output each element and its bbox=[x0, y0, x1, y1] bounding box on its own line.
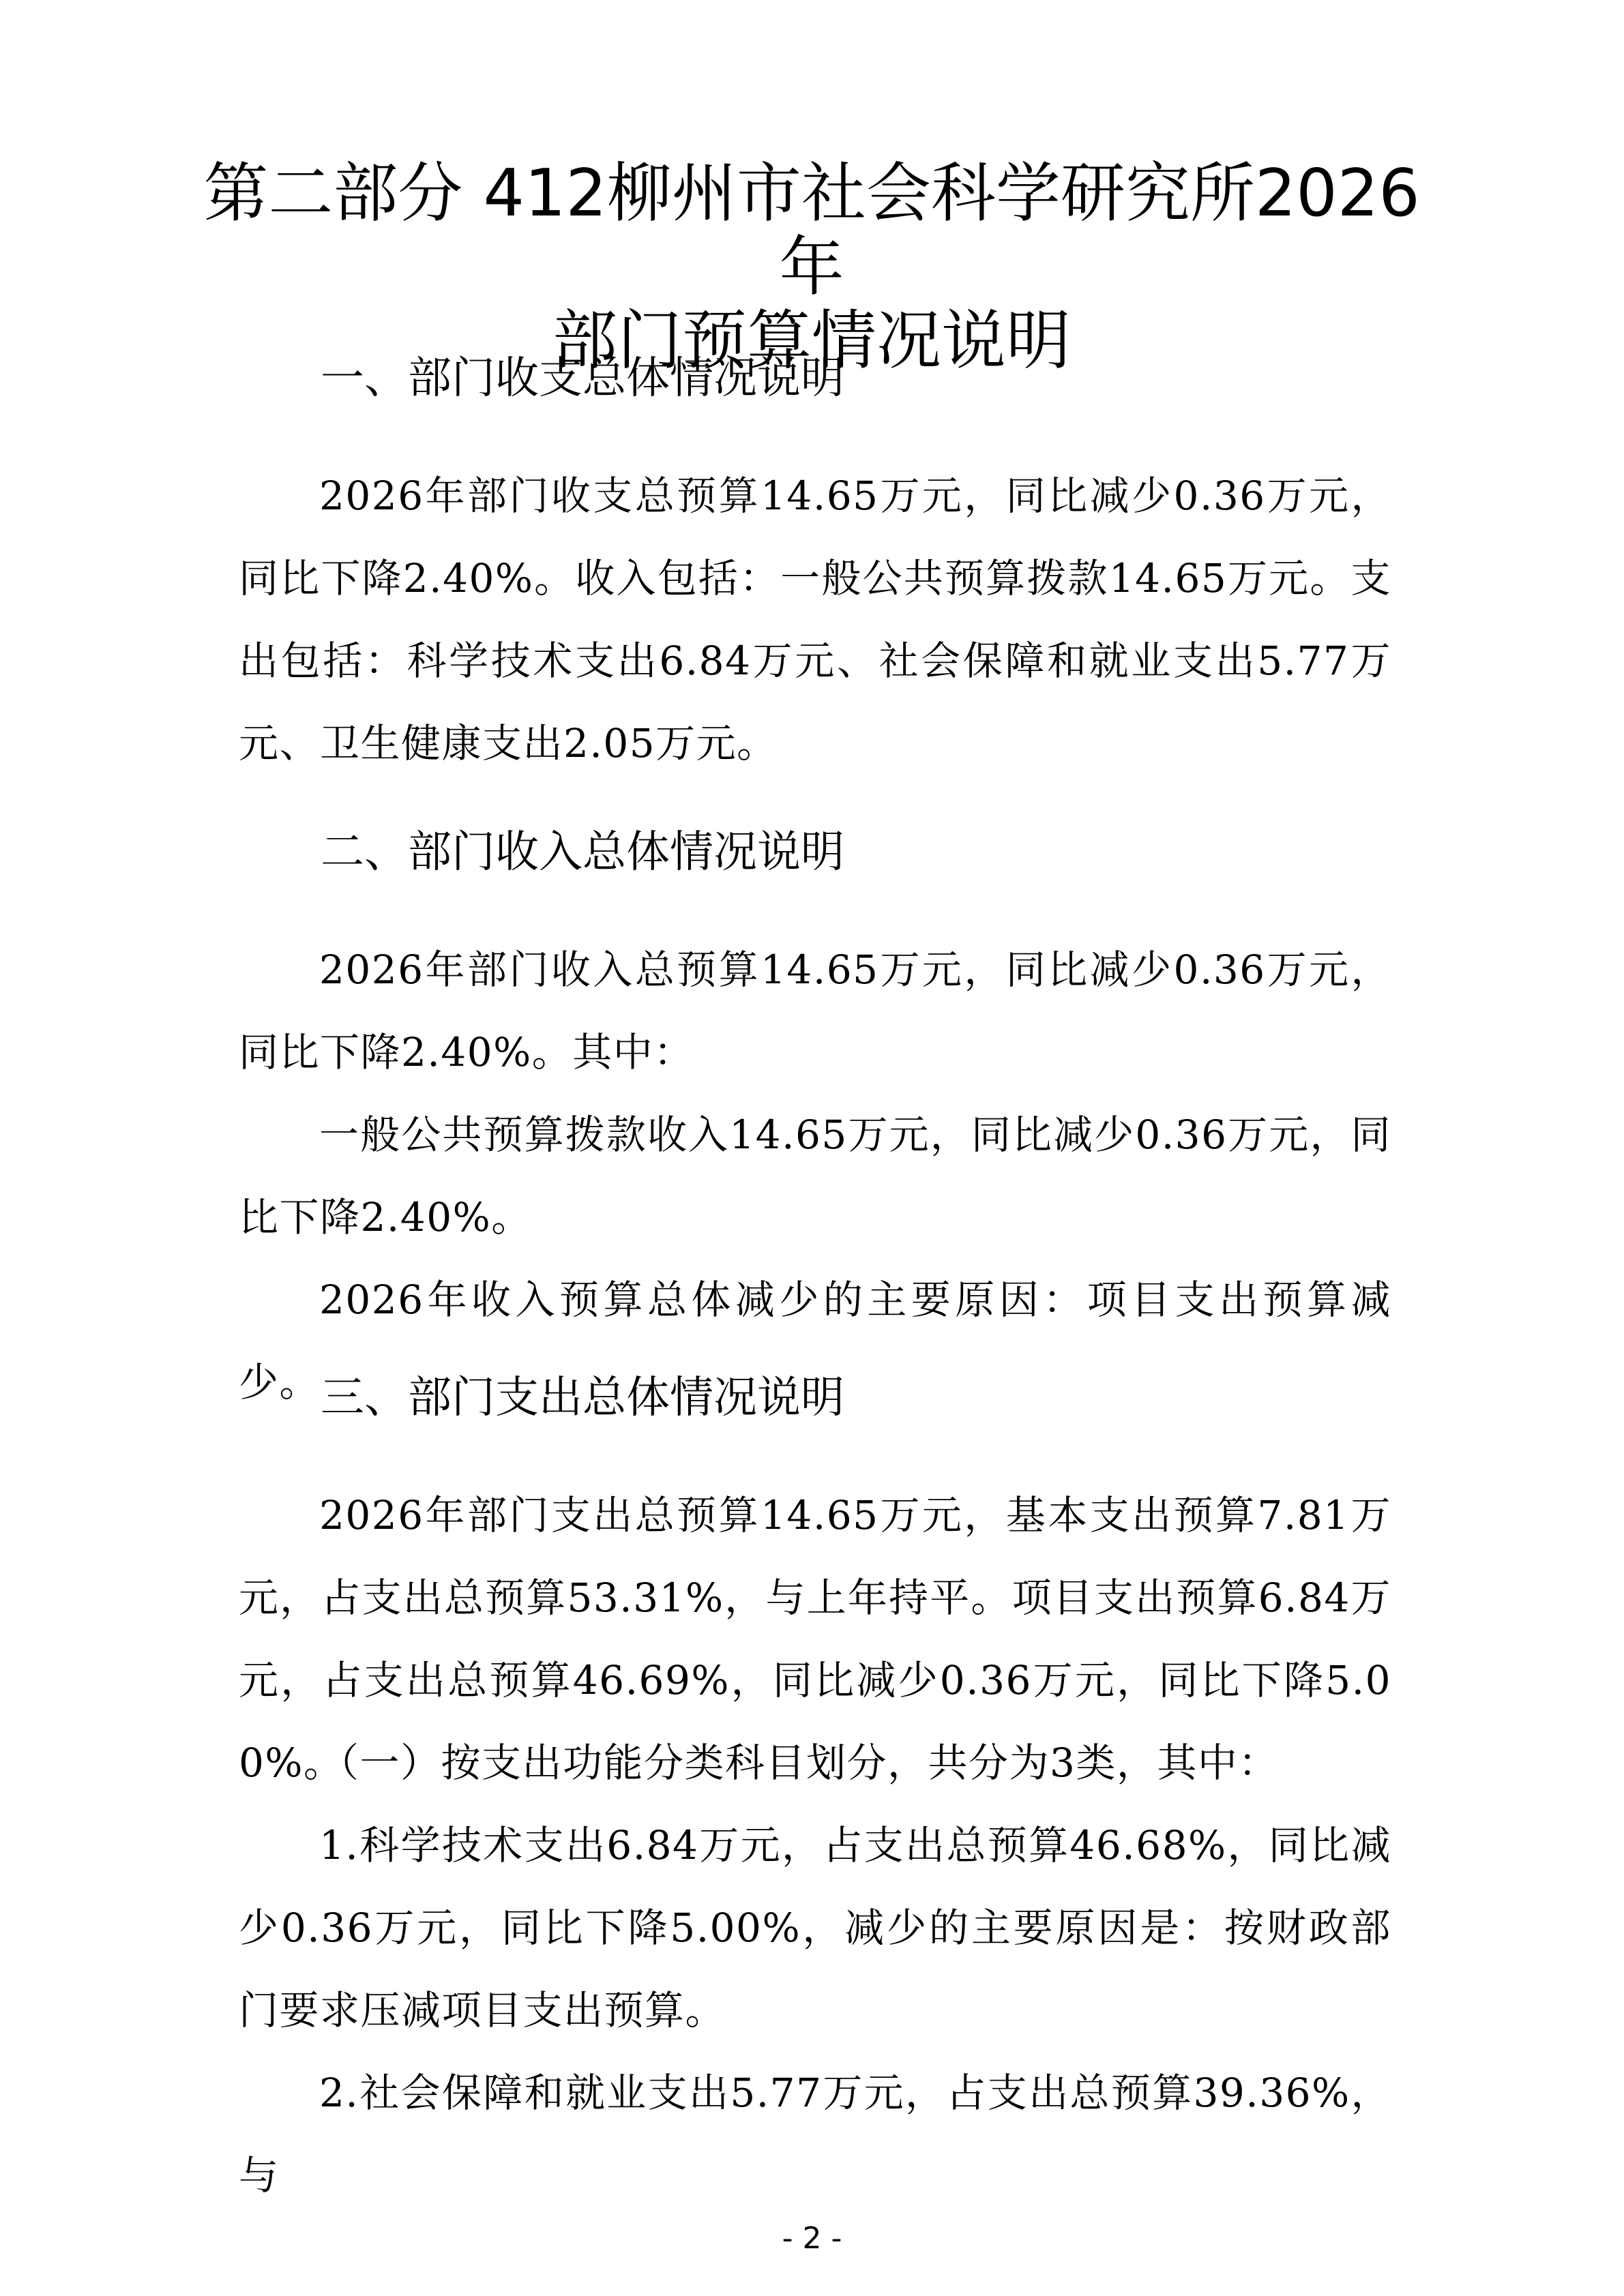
paragraph-social-security-expenditure: 2.社会保障和就业支出5.77万元，占支出总预算39.36%，与 bbox=[239, 2070, 1391, 2198]
paragraph-income-expenditure-overview: 2026年部门收支总预算14.65万元，同比减少0.36万元，同比下降2.40%。收入包括：一般公共预算拨款14.65万元。支出包括：科学技术支出6.84万元、社会保障和就业支出5.77万元、卫生健康支出2.05万元。 bbox=[239, 473, 1391, 766]
paragraph-general-budget-income: 一般公共预算拨款收入14.65万元，同比减少0.36万元，同比下降2.40%。 bbox=[239, 1112, 1391, 1240]
paragraph-science-technology-expenditure: 1.科学技术支出6.84万元，占支出总预算46.68%，同比减少0.36万元，同比下降5.00%，减少的主要原因是：按财政部门要求压减项目支出预算。 bbox=[239, 1822, 1391, 2033]
section-heading-income-overview: 二、部门收入总体情况说明 bbox=[321, 827, 844, 878]
paragraph-income-total: 2026年部门收入总预算14.65万元，同比减少0.36万元，同比下降2.40%。其中： bbox=[239, 946, 1391, 1075]
section-heading-income-expenditure-overview: 一、部门收支总体情况说明 bbox=[321, 353, 844, 404]
section-heading-expenditure-overview: 三、部门支出总体情况说明 bbox=[321, 1373, 844, 1423]
page-title-line-1: 第二部分 412柳州市社会科学研究所2026年 bbox=[203, 156, 1420, 305]
page-title-line-2: 部门预算情况说明 bbox=[552, 303, 1071, 378]
page-number: - 2 - bbox=[782, 2221, 842, 2256]
paragraph-functional-classification: （一）按支出功能分类科目划分，共分为3类，其中： bbox=[319, 1740, 1279, 1786]
paragraph-expenditure-total: 2026年部门支出总预算14.65万元，基本支出预算7.81万元，占支出总预算53.31%，与上年持平。项目支出预算6.84万元，占支出总预算46.69%，同比减少0.36万元，同比下降5.00%。 bbox=[239, 1492, 1391, 1786]
page-title bbox=[198, 157, 1426, 378]
paragraph-income-decrease-reason: 2026年收入预算总体减少的主要原因：项目支出预算减少。 bbox=[239, 1277, 1391, 1405]
